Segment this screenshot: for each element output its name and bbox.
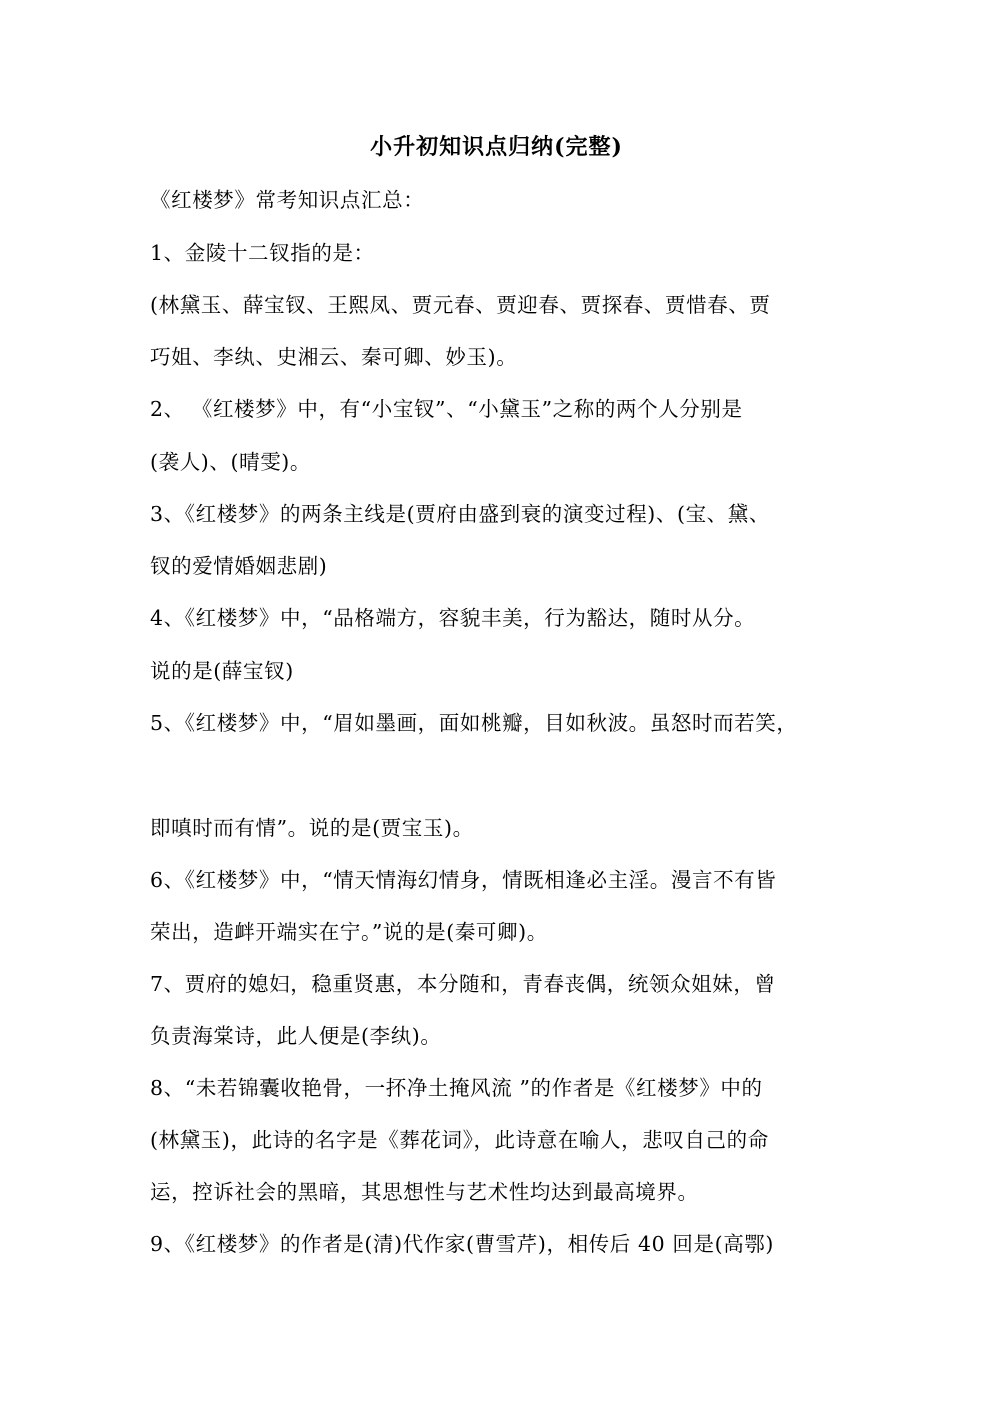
item-8-line-1: 8、“未若锦囊收艳骨，一抔净土掩风流 ”的作者是《红楼梦》中的: [150, 1076, 763, 1100]
item-3-line-2: 钗的爱情婚姻悲剧): [150, 554, 328, 578]
item-8-line-2: (林黛玉)，此诗的名字是《葬花词》，此诗意在喻人，悲叹自己的命: [150, 1128, 769, 1152]
item-7-line-1: 7、贾府的媳妇，稳重贤惠，本分随和，青春丧偶，统领众姐妹，曾: [150, 972, 776, 996]
item-1-question: 1、金陵十二钗指的是：: [150, 241, 375, 265]
item-6-line-2: 荣出，造衅开端实在宁。”说的是(秦可卿)。: [150, 920, 548, 944]
item-1-answer-line-1: (林黛玉、薛宝钗、王熙凤、贾元春、贾迎春、贾探春、贾惜春、贾: [150, 293, 771, 317]
item-3-line-1: 3、《红楼梦》的两条主线是(贾府由盛到衰的演变过程)、(宝、黛、: [150, 502, 770, 526]
item-4-line-2: 说的是(薛宝钗): [150, 659, 294, 683]
item-2-line-2: (袭人)、(晴雯)。: [150, 450, 311, 474]
item-9-line-1: 9、《红楼梦》的作者是(清)代作家(曹雪芹)，相传后 40 回是(高鄂): [150, 1232, 774, 1256]
item-6-line-1: 6、《红楼梦》中，“情天情海幻情身，情既相逢必主淫。漫言不有皆: [150, 868, 777, 892]
item-7-line-2: 负责海棠诗，此人便是(李纨)。: [150, 1024, 442, 1048]
item-5-line-2: 即嗔时而有情”。说的是(贾宝玉)。: [150, 816, 474, 840]
document-title: 小升初知识点归纳(完整): [370, 134, 623, 160]
item-8-line-3: 运，控诉社会的黑暗，其思想性与艺术性均达到最高境界。: [150, 1180, 699, 1204]
item-4-line-1: 4、《红楼梦》中，“品格端方，容貌丰美，行为豁达，随时从分。: [150, 606, 756, 630]
section-heading: 《红楼梦》常考知识点汇总：: [150, 188, 425, 212]
item-5-line-1: 5、《红楼梦》中，“眉如墨画，面如桃瓣，目如秋波。虽怒时而若笑，: [150, 711, 798, 735]
item-2-line-1: 2、 《红楼梦》中，有“小宝钗”、“小黛玉”之称的两个人分别是: [150, 397, 743, 421]
item-1-answer-line-2: 巧姐、李纨、史湘云、秦可卿、妙玉)。: [150, 345, 518, 369]
